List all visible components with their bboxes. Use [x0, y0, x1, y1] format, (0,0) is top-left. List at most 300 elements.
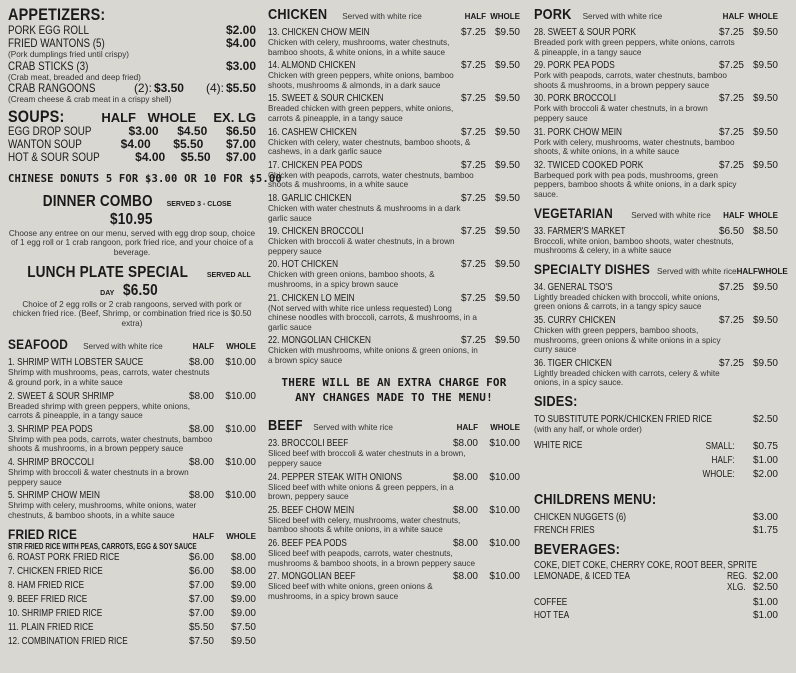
pork-title: PORK — [534, 6, 572, 23]
white-rice-name: WHITE RICE — [534, 440, 583, 452]
chicken-row — [268, 335, 520, 346]
soup-price: $4.00 — [120, 136, 151, 151]
pork-name-wrap — [534, 93, 710, 104]
chicken-half-price: $7.25 — [460, 259, 486, 271]
item-name-wrap — [534, 596, 753, 609]
specialty-item-desc: Chicken with green peppers, bamboo shoots, mushrooms, green onions & white onions in a spicy curry sauce — [534, 325, 721, 355]
chicken-name-wrap — [268, 27, 452, 38]
fried-rice-col-whole: WHOLE — [226, 532, 256, 542]
fried-rice-list — [8, 551, 256, 649]
seafood-row — [8, 424, 256, 435]
chicken-note: Served with white rice — [342, 12, 422, 21]
chicken-item-name: 13. CHICKEN CHOW MEIN — [268, 27, 370, 38]
chicken-item-name: 15. SWEET & SOUR CHICKEN — [268, 93, 384, 105]
soup-price: $7.00 — [225, 136, 256, 151]
specialty-item — [534, 315, 778, 355]
beverages-list — [534, 596, 778, 622]
beef-item — [268, 571, 520, 601]
chicken-item-name: 14. ALMOND CHICKEN — [268, 60, 356, 72]
fried-rice-col-half: HALF — [192, 532, 214, 542]
appetizer-price: $3.00 — [225, 58, 256, 73]
appetizer-name-wrap — [8, 60, 226, 73]
soup-name-wrap — [8, 151, 120, 164]
specialty-name-wrap — [534, 315, 710, 326]
appetizer-name: PORK EGG ROLL — [8, 23, 89, 37]
specialty-header — [534, 260, 788, 279]
chicken-item — [268, 293, 520, 333]
fried-rice-whole-price: $9.00 — [230, 580, 256, 592]
seafood-item — [8, 391, 256, 421]
fried-rice-row — [8, 607, 256, 621]
chicken-whole-price: $9.50 — [494, 126, 520, 138]
seafood-whole-price: $10.00 — [225, 490, 256, 502]
beef-whole-price: $10.00 — [489, 471, 520, 483]
chicken-whole-price: $9.50 — [494, 93, 520, 105]
dinner-combo-note: SERVED 3 - CLOSE — [166, 200, 232, 208]
chicken-half-price: $7.25 — [460, 192, 486, 204]
seafood-item — [8, 457, 256, 487]
chicken-row — [268, 226, 520, 237]
pork-whole-price: $9.50 — [752, 126, 778, 138]
pork-list — [534, 27, 778, 200]
fried-rice-row — [8, 621, 256, 635]
soups-col-exlg: EX. LG — [213, 109, 256, 125]
seafood-col-half: HALF — [192, 342, 214, 352]
fried-rice-sub: STIR FRIED RICE WITH PEAS, CARROTS, EGG & SOY SAUCE — [8, 542, 197, 552]
appetizer-name: FRIED WANTONS (5) — [8, 36, 105, 50]
chicken-row — [268, 60, 520, 71]
appetizer-desc: (Pork dumplings fried until crispy) — [8, 50, 130, 59]
beef-name-wrap — [268, 571, 444, 582]
item-price: $1.75 — [752, 525, 778, 537]
vegetarian-item-name: 33. FARMER'S MARKET — [534, 225, 626, 237]
fried-rice-name-wrap — [8, 565, 180, 579]
beef-item-name: 24. PEPPER STEAK WITH ONIONS — [268, 471, 402, 483]
chicken-name-wrap — [268, 335, 452, 346]
vegetarian-half-price: $6.50 — [718, 225, 744, 237]
fried-rice-half-price: $6.00 — [188, 552, 214, 564]
pork-note: Served with white rice — [582, 12, 663, 21]
pork-item-name: 32. TWICED COOKED PORK — [534, 159, 644, 171]
chicken-item-desc: Breaded chicken with green peppers, white onions, carrots & pineapple, in a tangy sauce — [268, 104, 454, 123]
beef-item-name: 26. BEEF PEA PODS — [268, 538, 347, 550]
sides-title: SIDES: — [534, 392, 578, 410]
crab-rangoons-name: CRAB RANGOONS — [8, 81, 96, 96]
soup-row — [8, 151, 256, 164]
item-price: $1.00 — [752, 610, 778, 622]
beef-row — [268, 505, 520, 516]
white-rice-price: $1.00 — [752, 455, 778, 467]
crab-rangoons-p1: $3.50 — [153, 81, 184, 96]
pork-item — [534, 93, 778, 123]
chicken-item-desc: Chicken with celery, mushrooms, water chestnuts, bamboo shoots, & white onions, in a white sauce — [268, 38, 450, 57]
seafood-half-price: $8.00 — [188, 357, 214, 369]
seafood-name-wrap — [8, 457, 180, 468]
vegetarian-item — [534, 226, 778, 256]
dinner-combo — [8, 193, 256, 258]
substitute-desc: (with any half, or whole order) — [534, 424, 642, 434]
beef-item-name: 25. BEEF CHOW MEIN — [268, 504, 355, 516]
white-rice-price: $2.00 — [752, 469, 778, 481]
chicken-item — [268, 160, 520, 190]
chicken-name-wrap — [268, 93, 452, 104]
fried-rice-item-name: 10. SHRIMP FRIED RICE — [8, 608, 103, 620]
specialty-name-wrap — [534, 358, 710, 369]
pork-col-whole: WHOLE — [748, 12, 778, 21]
soup-name: EGG DROP SOUP — [8, 123, 92, 138]
seafood-item-desc: Breaded shrimp with green peppers, white onions, carrots & pineapple, in a tangy sauce — [8, 401, 191, 421]
seafood-row — [8, 457, 256, 468]
fried-rice-half-price: $7.00 — [188, 608, 214, 620]
fried-rice-item-name: 9. BEEF FRIED RICE — [8, 594, 88, 606]
specialty-item-name: 34. GENERAL TSO'S — [534, 281, 613, 293]
vegetarian-header — [534, 205, 778, 223]
fried-rice-name-wrap — [8, 579, 180, 593]
white-rice-sizes — [702, 440, 778, 482]
chicken-half-price: $7.25 — [460, 60, 486, 72]
item-price: $1.00 — [752, 597, 778, 609]
chicken-row — [268, 93, 520, 104]
specialty-row — [534, 315, 778, 326]
pork-row — [534, 127, 778, 138]
white-rice-size-row — [702, 468, 778, 482]
fried-rice-half-price: $5.50 — [188, 622, 214, 634]
chicken-half-price: $7.25 — [460, 126, 486, 138]
pork-row — [534, 160, 778, 171]
seafood-row — [8, 490, 256, 501]
chicken-whole-price: $9.50 — [494, 60, 520, 72]
vegetarian-item-desc: Broccoli, white onion, bamboo shoots, water chestnuts, mushrooms & celery, in a white sauce — [534, 236, 734, 256]
fried-rice-row — [8, 551, 256, 565]
item-name: CHICKEN NUGGETS (6) — [534, 512, 627, 524]
chicken-item — [268, 335, 520, 365]
dinner-combo-desc: Choose any entree on our menu, served with egg drop soup, choice of 1 egg roll or 1 crab rangoon, pork fried rice, and your choice of a beverage. — [8, 228, 256, 257]
seafood-list — [8, 357, 256, 520]
specialty-name-wrap — [534, 282, 710, 293]
chicken-name-wrap — [268, 226, 452, 237]
pork-half-price: $7.25 — [718, 126, 744, 138]
chicken-item-desc: Chicken with green peppers, white onions, bamboo shoots, mushrooms & almonds, in a dark sauce — [268, 71, 454, 90]
beef-item-desc: Sliced beef with celery, mushrooms, water chestnuts, bamboo shoots & white onions, in a white sauce — [268, 515, 461, 535]
pork-item-desc: Barbequed pork with pea pods, mushrooms, green peppers, bamboo shoots & white onions, in a dark spicy sauce. — [534, 170, 737, 199]
beef-whole-price: $10.00 — [489, 438, 520, 450]
soup-name: HOT & SOUR SOUP — [8, 149, 100, 164]
beef-name-wrap — [268, 505, 444, 516]
vegetarian-whole-price: $8.50 — [752, 225, 778, 237]
donuts-offer: CHINESE DONUTS 5 FOR $3.00 OR 10 FOR $5.00 — [8, 172, 282, 185]
fried-rice-whole-price: $9.00 — [230, 594, 256, 606]
chicken-row — [268, 293, 520, 304]
pork-name-wrap — [534, 160, 710, 171]
pork-item-name: 31. PORK CHOW MEIN — [534, 126, 622, 138]
item-price: $3.00 — [752, 512, 778, 524]
chicken-item-desc: Chicken with celery, water chestnuts, bamboo shoots, & cashews, in a dark garlic sauce — [268, 137, 471, 157]
pork-item-name: 30. PORK BROCCOLI — [534, 93, 617, 105]
beef-item — [268, 538, 520, 568]
pork-col-half: HALF — [722, 12, 744, 21]
chicken-item-desc: Chicken with mushrooms, white onions & green onions, in a brown spicy sauce — [268, 346, 478, 365]
chicken-item — [268, 27, 520, 57]
soup-price: $7.00 — [225, 149, 257, 164]
item-name: COFFEE — [534, 597, 568, 609]
fried-rice-row — [8, 565, 256, 579]
appetizer-item — [8, 60, 256, 83]
specialty-list — [534, 282, 778, 388]
chicken-row — [268, 160, 520, 171]
specialty-item — [534, 282, 778, 312]
chicken-item — [268, 226, 520, 256]
fried-rice-name-wrap — [8, 635, 180, 649]
pork-whole-price: $9.50 — [752, 93, 778, 105]
soup-price: $5.50 — [180, 149, 211, 164]
soups-header — [8, 106, 256, 126]
chicken-half-price: $7.25 — [460, 27, 486, 38]
menu-column-left — [8, 5, 282, 649]
chicken-half-price: $7.25 — [460, 335, 486, 347]
beef-name-wrap — [268, 438, 444, 449]
fried-rice-name-wrap — [8, 551, 180, 565]
beef-half-price: $8.00 — [452, 538, 478, 550]
chicken-item — [268, 60, 520, 90]
specialty-item-name: 35. CURRY CHICKEN — [534, 314, 616, 326]
item-name-wrap — [534, 511, 753, 524]
soda-size-reg: REG. — [726, 571, 748, 583]
specialty-row — [534, 282, 778, 293]
soups-title: SOUPS: — [8, 106, 65, 126]
vegetarian-row — [534, 226, 778, 237]
seafood-whole-price: $10.00 — [225, 357, 256, 369]
beef-row — [268, 472, 520, 483]
fried-rice-row — [8, 635, 256, 649]
fried-rice-half-price: $7.50 — [188, 636, 214, 648]
soup-price: $5.50 — [173, 136, 204, 151]
beverages-row — [534, 609, 778, 622]
white-rice-size-row — [702, 440, 778, 454]
appetizer-desc: (Crab meat, breaded and deep fried) — [8, 72, 141, 82]
lunch-special-desc: Choice of 2 egg rolls or 2 crab rangoons, served with pork or chicken fried rice. (Beef, Shrimp, or combination fried rice is $0.50 extra) — [12, 299, 252, 328]
fried-rice-half-price: $7.00 — [188, 594, 214, 606]
seafood-item-desc: Shrimp with pea pods, carrots, water chestnuts, bamboo shoots & mushrooms, in a brown peppery sauce — [8, 434, 213, 454]
pork-item-name: 28. SWEET & SOUR PORK — [534, 27, 636, 38]
crab-rangoons-item — [8, 82, 256, 105]
dinner-combo-title: DINNER COMBO — [42, 192, 153, 210]
chicken-item-name: 20. HOT CHICKEN — [268, 259, 339, 271]
vegetarian-title: VEGETARIAN — [534, 204, 613, 221]
beef-item — [268, 472, 520, 502]
white-rice-size-row — [702, 454, 778, 468]
fried-rice-half-price: $6.00 — [188, 566, 214, 578]
vegetarian-col-half: HALF — [723, 210, 745, 220]
chicken-col-whole: WHOLE — [490, 12, 520, 21]
childrens-row — [534, 524, 778, 537]
beef-item-desc: Sliced beef with peapods, carrots, water chestnuts, mushrooms & bamboo shoots, in a brown peppery sauce — [268, 549, 476, 568]
appetizer-name-wrap — [8, 37, 226, 50]
appetizers-list — [8, 24, 256, 82]
childrens-title: CHILDRENS MENU: — [534, 491, 657, 509]
beef-item — [268, 438, 520, 468]
dinner-combo-price: $10.95 — [109, 210, 153, 228]
appetizer-row — [8, 37, 256, 50]
chicken-item — [268, 93, 520, 123]
pork-item-desc: Pork with broccoli & water chestnuts, in a brown peppery sauce — [534, 104, 708, 123]
appetizer-price: $4.00 — [225, 36, 256, 50]
seafood-title: SEAFOOD — [8, 336, 69, 353]
fried-rice-row — [8, 579, 256, 593]
chicken-half-price: $7.25 — [460, 292, 486, 304]
crab-rangoons-q1: (2): — [133, 81, 152, 96]
fried-rice-whole-price: $9.50 — [230, 636, 256, 648]
seafood-item-desc: Shrimp with broccoli & water chestnuts in a brown peppery sauce — [8, 467, 189, 487]
fried-rice-item-name: 7. CHICKEN FRIED RICE — [8, 566, 103, 578]
seafood-col-whole: WHOLE — [226, 342, 256, 352]
seafood-item-name: 1. SHRIMP WITH LOBSTER SAUCE — [8, 357, 144, 369]
white-rice-size: SMALL: — [705, 441, 735, 453]
seafood-item — [8, 424, 256, 454]
specialty-whole-price: $9.50 — [752, 281, 778, 293]
vegetarian-name-wrap — [534, 226, 710, 237]
beef-item-name: 23. BROCCOLI BEEF — [268, 438, 349, 450]
fried-rice-title: FRIED RICE — [8, 526, 78, 543]
fried-rice-whole-price: $9.00 — [230, 608, 256, 620]
beef-list — [268, 438, 520, 601]
pork-row — [534, 60, 778, 71]
specialty-col-half: HALF — [736, 266, 758, 276]
chicken-whole-price: $9.50 — [494, 292, 520, 304]
pork-item-desc: Breaded pork with green peppers, white onions, carrots & pineapple, in a tangy sauce — [534, 38, 735, 57]
item-name-wrap — [534, 609, 753, 622]
appetizer-price: $2.00 — [225, 23, 256, 37]
beverages-row — [534, 596, 778, 609]
chicken-item-name: 19. CHICKEN BROCCOLI — [268, 226, 364, 238]
pork-item-name: 29. PORK PEA PODS — [534, 60, 615, 72]
pork-name-wrap — [534, 127, 710, 138]
specialty-title: SPECIALTY DISHES — [534, 260, 651, 277]
beef-name-wrap — [268, 472, 444, 483]
fried-rice-whole-price: $8.00 — [230, 566, 256, 578]
pork-item — [534, 127, 778, 157]
chicken-row — [268, 259, 520, 270]
seafood-header — [8, 336, 256, 354]
white-rice-size: WHOLE: — [702, 469, 735, 481]
seafood-item — [8, 357, 256, 387]
appetizer-name: CRAB STICKS (3) — [8, 58, 89, 73]
fried-rice-item-name: 11. PLAIN FRIED RICE — [8, 622, 94, 634]
chicken-whole-price: $9.50 — [494, 27, 520, 38]
specialty-row — [534, 358, 778, 369]
fried-rice-name-wrap — [8, 621, 180, 635]
soups-col-whole: WHOLE — [147, 109, 196, 125]
chicken-item-name: 21. CHICKEN LO MEIN — [268, 292, 355, 304]
pork-whole-price: $9.50 — [752, 60, 778, 72]
pork-row — [534, 27, 778, 38]
seafood-item-desc: Shrimp with mushrooms, peas, carrots, water chestnuts & ground pork, in a white sauce — [8, 368, 210, 387]
specialty-item-name: 36. TIGER CHICKEN — [534, 357, 612, 369]
beef-col-half: HALF — [456, 423, 478, 433]
soda-price-xlg: $2.50 — [752, 582, 778, 594]
item-name: HOT TEA — [534, 610, 570, 622]
pork-half-price: $7.25 — [718, 60, 744, 72]
specialty-half-price: $7.25 — [718, 281, 744, 293]
white-rice-price: $0.75 — [752, 441, 778, 453]
fried-rice-whole-price: $8.00 — [230, 552, 256, 564]
beef-item-name: 27. MONGOLIAN BEEF — [268, 571, 356, 583]
pork-whole-price: $9.50 — [752, 159, 778, 171]
seafood-half-price: $8.00 — [188, 456, 214, 468]
soups-list — [8, 125, 256, 164]
beef-half-price: $8.00 — [452, 571, 478, 583]
childrens-row — [534, 511, 778, 524]
pork-half-price: $7.25 — [718, 93, 744, 105]
chicken-item-desc: Chicken with broccoli & water chestnuts, in a brown peppery sauce — [268, 237, 455, 256]
seafood-item-desc: Shrimp with celery, mushrooms, white onions, water chestnuts, & bamboo shoots, in a white sauce — [8, 501, 197, 520]
chicken-item — [268, 259, 520, 289]
chicken-col-half: HALF — [464, 12, 486, 21]
beef-half-price: $8.00 — [452, 504, 478, 516]
soup-price: $3.00 — [128, 123, 159, 138]
chicken-whole-price: $9.50 — [494, 226, 520, 238]
pork-half-price: $7.25 — [718, 27, 744, 38]
chicken-row — [268, 127, 520, 138]
chicken-item — [268, 193, 520, 223]
pork-item — [534, 60, 778, 90]
chicken-header — [268, 6, 520, 24]
beverages-title: BEVERAGES: — [534, 541, 621, 559]
chicken-item-desc: Chicken with peapods, carrots, water chestnuts, bamboo shoots & mushrooms, in a white sauce — [268, 170, 474, 190]
beef-header — [268, 417, 520, 435]
white-rice-item — [534, 440, 778, 482]
fried-rice-item-name: 8. HAM FRIED RICE — [8, 580, 85, 592]
pork-item — [534, 160, 778, 200]
chicken-item-name: 22. MONGOLIAN CHICKEN — [268, 335, 371, 347]
fried-rice-row — [8, 593, 256, 607]
childrens-list — [534, 511, 778, 537]
fried-rice-name-wrap — [8, 607, 180, 621]
seafood-item-name: 4. SHRIMP BROCCOLI — [8, 456, 94, 468]
chicken-item-desc: (Not served with white rice unless requested) Long chinese noodles with broccoli, carrots, & mushrooms, in a garlic sauce — [268, 303, 477, 332]
chicken-title: CHICKEN — [268, 6, 328, 23]
appetizer-item — [8, 37, 256, 60]
specialty-col-whole: WHOLE — [757, 266, 788, 276]
substitute-price: $2.50 — [752, 413, 778, 425]
pork-name-wrap — [534, 60, 710, 71]
soda-item — [534, 560, 778, 593]
soda-name: COKE, DIET COKE, CHERRY COKE, ROOT BEER, SPRITE — [534, 560, 758, 572]
fried-rice-item-name: 6. ROAST PORK FRIED RICE — [8, 552, 120, 564]
substitute-name: TO SUBSTITUTE PORK/CHICKEN FRIED RICE — [534, 413, 712, 425]
beef-item-desc: Sliced beef with white onions & green peppers, in a brown, peppery sauce — [268, 482, 454, 502]
pork-item-desc: Pork with peapods, carrots, water chestnuts, bamboo shoots & mushrooms, in a brown peppery sauce — [534, 71, 727, 90]
fried-rice-whole-price: $7.50 — [230, 622, 256, 634]
beef-item — [268, 505, 520, 535]
item-name: FRENCH FRIES — [534, 525, 595, 537]
beef-half-price: $8.00 — [452, 438, 478, 450]
chicken-half-price: $7.25 — [460, 159, 486, 171]
chicken-whole-price: $9.50 — [494, 159, 520, 171]
chicken-item-desc: Chicken with water chestnuts & mushrooms in a dark garlic sauce — [268, 203, 461, 223]
beef-whole-price: $10.00 — [489, 504, 520, 516]
seafood-row — [8, 391, 256, 402]
pork-item — [534, 27, 778, 57]
pork-row — [534, 93, 778, 104]
seafood-whole-price: $10.00 — [225, 423, 256, 435]
chicken-item-name: 17. CHICKEN PEA PODS — [268, 159, 363, 171]
lunch-special-price: $6.50 — [122, 281, 158, 299]
beef-half-price: $8.00 — [452, 471, 478, 483]
chicken-name-wrap — [268, 259, 452, 270]
seafood-whole-price: $10.00 — [225, 456, 256, 468]
item-name-wrap — [534, 524, 753, 537]
specialty-whole-price: $9.50 — [752, 357, 778, 369]
